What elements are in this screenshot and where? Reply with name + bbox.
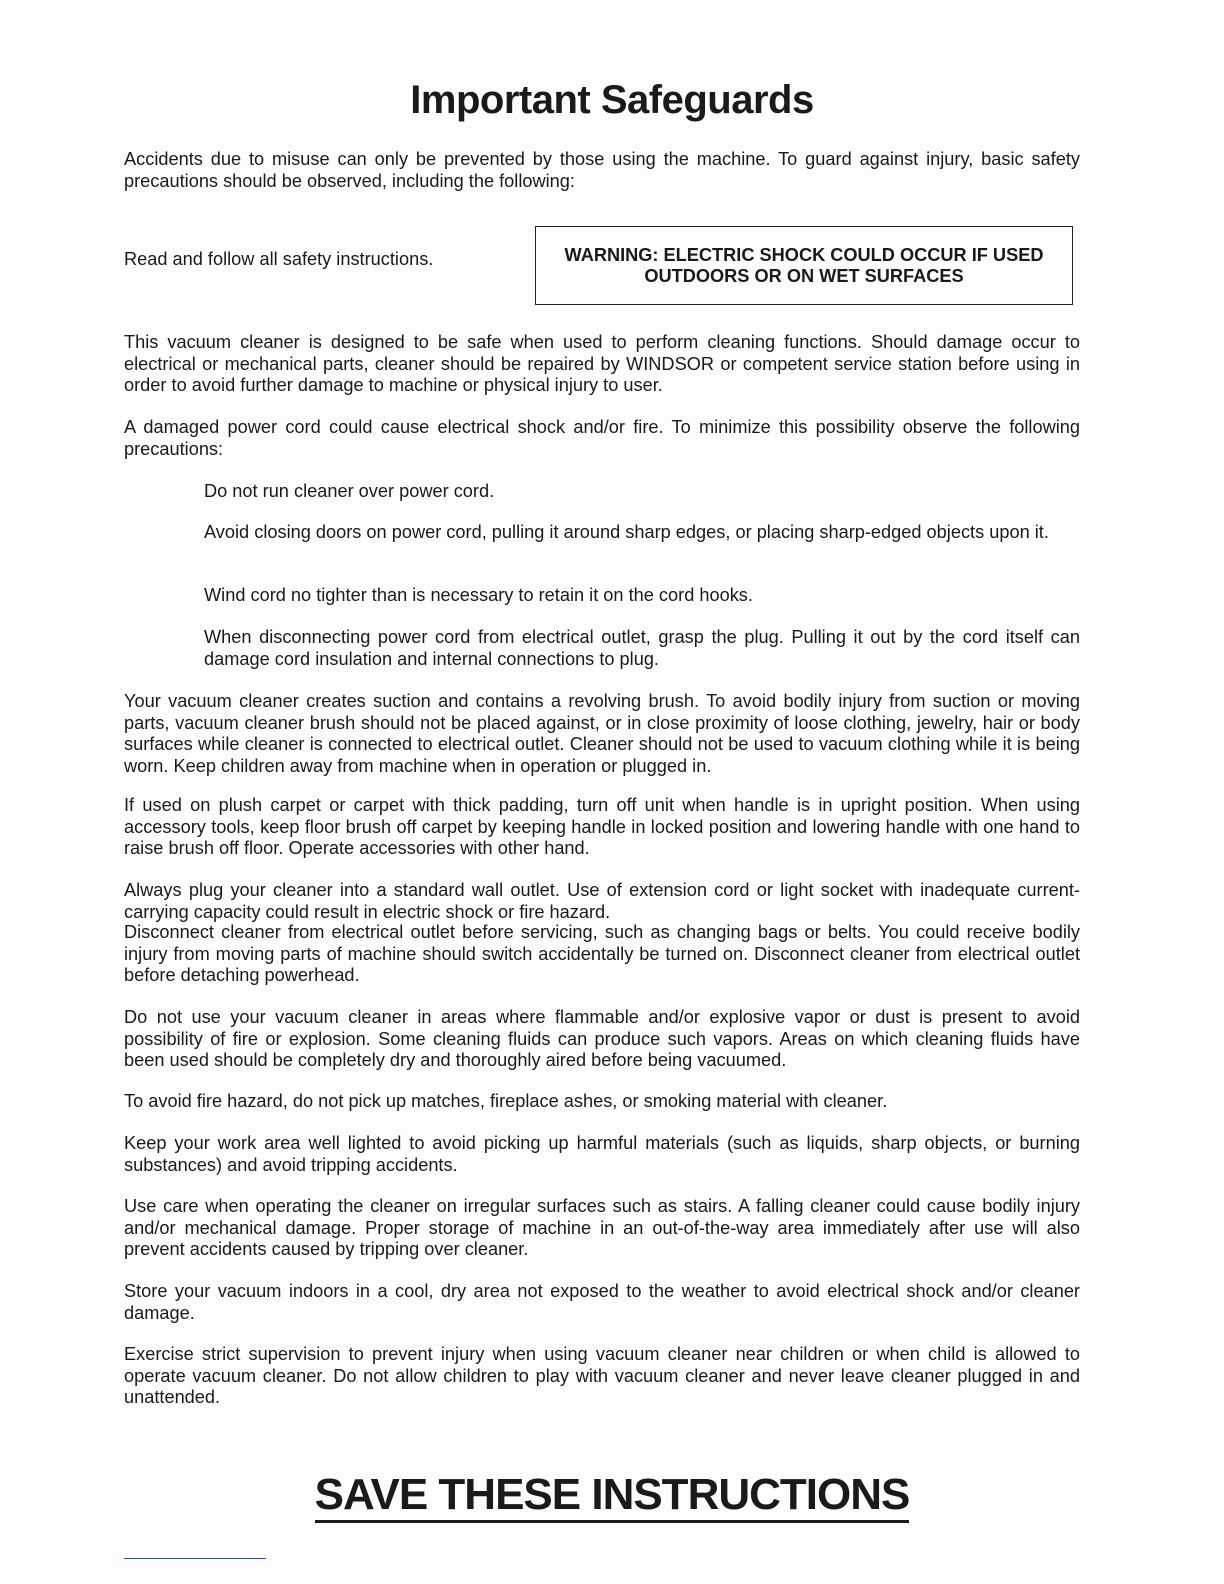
footer-rule <box>124 1558 266 1559</box>
suction-paragraph: Your vacuum cleaner creates suction and contains a revolving brush. To avoid bodily injury from suction or moving parts, vacuum cleaner brush should not be placed against, or in close proximity of loose clothing, jewelry, hair or body surfaces while cleaner is connected to electrical outlet. Cleaner should not be used to vacuum clothing while it is being worn. Keep children away from machine when in operation or plugged in. <box>124 691 1080 776</box>
carpet-paragraph: If used on plush carpet or carpet with thick padding, turn off unit when handle is in upright position. When using accessory tools, keep floor brush off carpet by keeping handle in locked position and lowering handle with one hand to raise brush off floor. Operate accessories with other hand. <box>124 795 1080 858</box>
children-paragraph: Exercise strict supervision to prevent injury when using vacuum cleaner near children or when child is allowed to operate vacuum cleaner. Do not allow children to play with vacuum cleaner and never leave cleaner plugged in and unattended. <box>124 1344 1080 1407</box>
fire-paragraph: To avoid fire hazard, do not pick up matches, fireplace ashes, or smoking material with cleaner. <box>124 1091 888 1111</box>
save-instructions-text: SAVE THESE INSTRUCTIONS <box>315 1470 910 1523</box>
read-instructions-text: Read and follow all safety instructions. <box>124 249 434 269</box>
disconnect-paragraph: Disconnect cleaner from electrical outlet before servicing, such as changing bags or belts. You could receive bodily injury from moving parts of machine should switch accidentally be turned on. Disconnect cleaner from electrical outlet before detaching powerhead. <box>124 922 1080 985</box>
storage-paragraph: Store your vacuum indoors in a cool, dry area not exposed to the weather to avoid electrical shock and/or cleaner damage. <box>124 1281 1080 1323</box>
cord-item: Avoid closing doors on power cord, pulling it around sharp edges, or placing sharp-edged objects upon it. <box>204 522 1049 542</box>
cord-item: Do not run cleaner over power cord. <box>204 481 495 501</box>
intro-paragraph: Accidents due to misuse can only be prevented by those using the machine. To guard against injury, basic safety precautions should be observed, including the following: <box>124 149 1080 191</box>
lighting-paragraph: Keep your work area well lighted to avoid picking up harmful materials (such as liquids, sharp objects, or burning substances) and avoid tripping accidents. <box>124 1133 1080 1175</box>
cord-item: When disconnecting power cord from electrical outlet, grasp the plug. Pulling it out by the cord itself can damage cord insulation and internal connections to plug. <box>204 627 1080 669</box>
save-instructions-heading <box>0 1470 1224 1523</box>
cord-paragraph: A damaged power cord could cause electrical shock and/or fire. To minimize this possibility observe the following precautions: <box>124 417 1080 459</box>
page-title: Important Safeguards <box>410 78 814 122</box>
warning-line-1: WARNING: ELECTRIC SHOCK COULD OCCUR IF USED <box>564 244 1044 265</box>
cord-item: Wind cord no tighter than is necessary to retain it on the cord hooks. <box>204 585 753 605</box>
warning-box <box>535 226 1073 305</box>
stairs-paragraph: Use care when operating the cleaner on irregular surfaces such as stairs. A falling cleaner could cause bodily injury and/or mechanical damage. Proper storage of machine in an out-of-the-way area immediately after use will also prevent accidents caused by tripping over cleaner. <box>124 1196 1080 1259</box>
flammable-paragraph: Do not use your vacuum cleaner in areas where flammable and/or explosive vapor or dust is present to avoid possibility of fire or explosion. Some cleaning fluids can produce such vapors. Areas on which cleaning fluids have been used should be completely dry and thoroughly aired before being vacuumed. <box>124 1007 1080 1070</box>
warning-line-2: OUTDOORS OR ON WET SURFACES <box>644 265 964 286</box>
warning-text <box>554 245 1054 287</box>
outlet-paragraph: Always plug your cleaner into a standard wall outlet. Use of extension cord or light socket with inadequate current-carrying capacity could result in electric shock or fire hazard. <box>124 880 1080 922</box>
design-paragraph: This vacuum cleaner is designed to be safe when used to perform cleaning functions. Should damage occur to electrical or mechanical parts, cleaner should be repaired by WINDSOR or competent service station before using in order to avoid further damage to machine or physical injury to user. <box>124 332 1080 395</box>
